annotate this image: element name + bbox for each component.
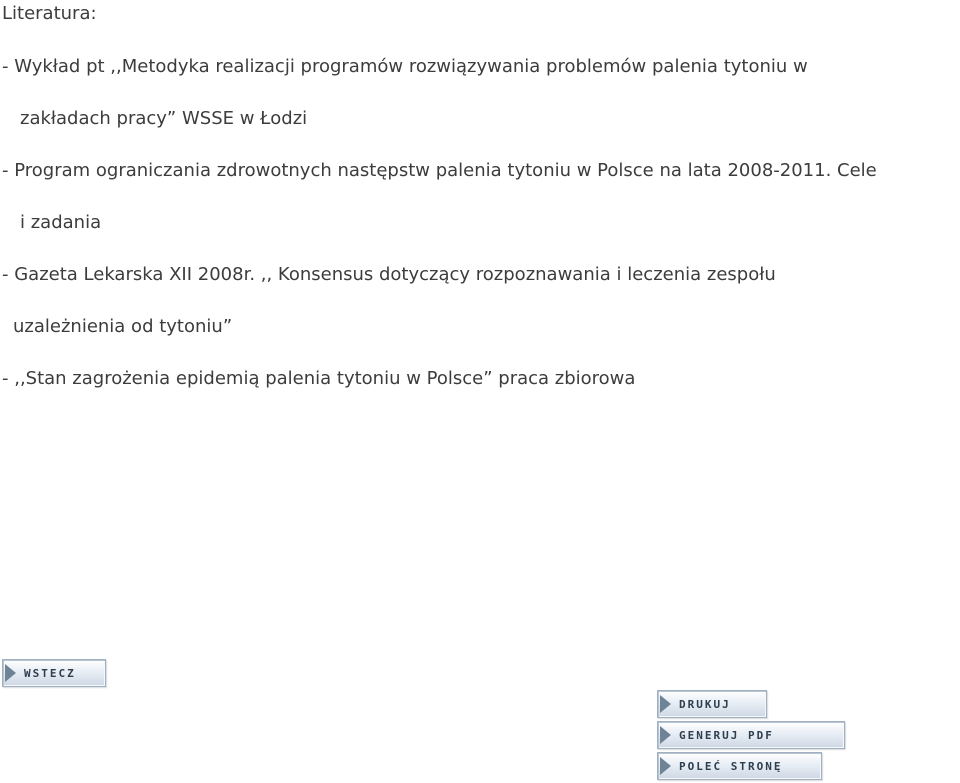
arrow-right-icon bbox=[5, 664, 16, 682]
recommend-page-button[interactable] bbox=[657, 752, 822, 780]
arrow-right-icon bbox=[660, 757, 671, 775]
literature-line: - ,,Stan zagrożenia epidemią palenia tytoniu w Polsce” praca zbiorowa bbox=[2, 368, 636, 389]
literature-line: - Wykład pt ,,Metodyka realizacji programów rozwiązywania problemów palenia tytoniu w bbox=[2, 56, 808, 77]
literature-line: zakładach pracy” WSSE w Łodzi bbox=[20, 108, 308, 129]
print-button[interactable] bbox=[657, 690, 767, 718]
generate-pdf-button[interactable] bbox=[657, 721, 845, 749]
recommend-page-button-label: POLEĆ STRONĘ bbox=[679, 759, 783, 773]
back-button-label: WSTECZ bbox=[24, 666, 76, 680]
literature-line: i zadania bbox=[20, 212, 102, 233]
literature-line: uzależnienia od tytoniu” bbox=[13, 316, 233, 337]
arrow-right-icon bbox=[660, 695, 671, 713]
print-button-label: DRUKUJ bbox=[679, 697, 731, 711]
back-button[interactable] bbox=[2, 659, 106, 687]
arrow-right-icon bbox=[660, 726, 671, 744]
literature-line: - Program ograniczania zdrowotnych następstw palenia tytoniu w Polsce na lata 2008-2011. Cele bbox=[2, 160, 877, 181]
generate-pdf-button-label: GENERUJ PDF bbox=[679, 728, 774, 742]
literature-line: - Gazeta Lekarska XII 2008r. ,, Konsensus dotyczący rozpoznawania i leczenia zespołu bbox=[2, 264, 776, 285]
literature-heading: Literatura: bbox=[2, 3, 97, 24]
